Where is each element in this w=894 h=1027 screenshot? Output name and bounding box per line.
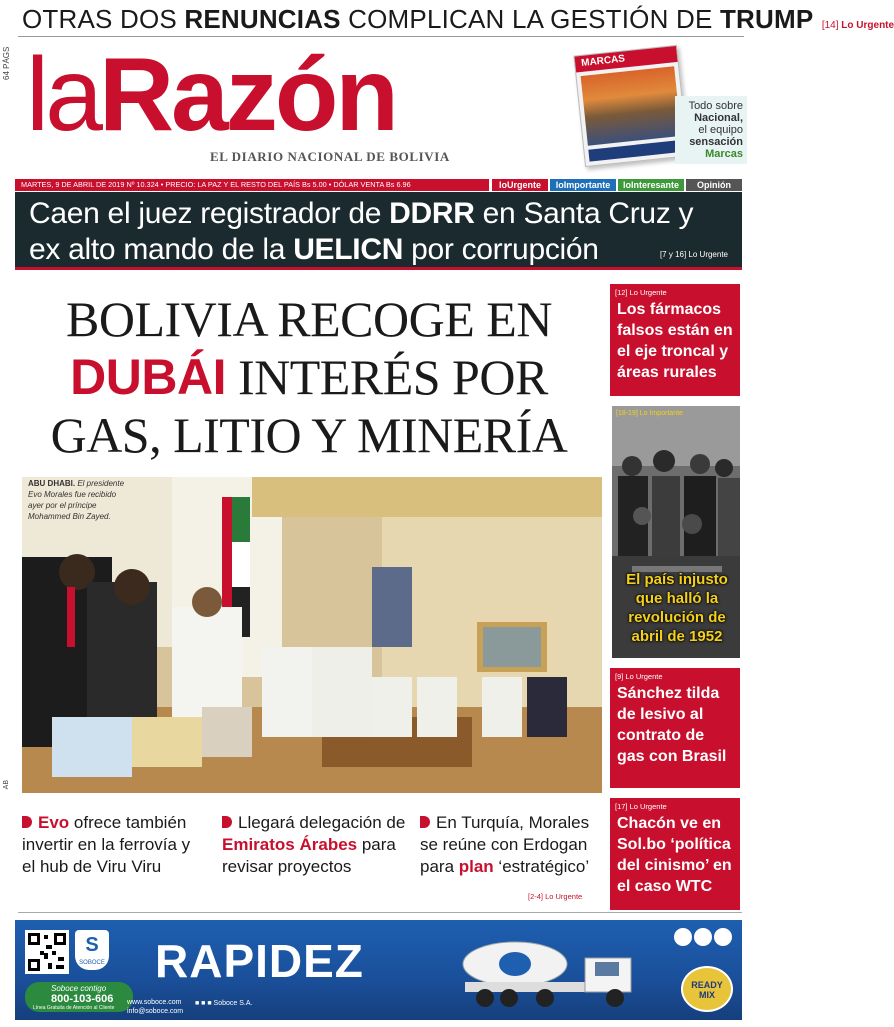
magazine-photo	[581, 66, 682, 145]
social-name: Soboce S.A.	[213, 1000, 253, 1007]
rail-item-revolucion[interactable]	[612, 406, 740, 658]
photo-caption	[28, 478, 130, 522]
logo-razon: Razón	[98, 37, 396, 153]
logo-la: la	[26, 37, 99, 153]
promo-line-5: Marcas	[705, 148, 743, 160]
masthead-tagline: EL DIARIO NACIONAL DE BOLIVIA	[210, 149, 450, 164]
social-icons	[195, 1000, 252, 1007]
dh-part-d: UELICN	[293, 233, 404, 266]
rail-text: Sánchez tilda de lesivo al contrato de gas con Brasil	[617, 685, 727, 765]
caption-place: ABU DHABI.	[28, 479, 76, 488]
shield-letter: S	[85, 934, 99, 956]
lead-line-2-rest: INTERÉS POR	[226, 349, 548, 405]
dh-part-b: DDRR	[389, 197, 475, 230]
rail-item-farmacos[interactable]	[610, 284, 740, 396]
rail-text: Los fármacos falsos están en el eje troncal y áreas rurales	[617, 301, 733, 381]
subhead-1-red: Evo	[38, 813, 70, 832]
teaser-mid: COMPLICAN LA GESTIÓN DE	[340, 4, 720, 34]
lead-headline[interactable]	[20, 290, 598, 464]
subheads-ref: [2-4] Lo Urgente	[528, 892, 583, 901]
dh-part-a: Caen el juez registrador de	[29, 197, 390, 230]
lead-photo[interactable]	[22, 477, 602, 793]
top-teaser[interactable]	[22, 4, 894, 34]
magazine-cover	[573, 45, 688, 167]
lead-line-2	[20, 348, 598, 406]
soboce-shield-icon	[75, 930, 109, 970]
promo-line-3: el equipo	[698, 124, 743, 136]
soboce-ad[interactable]	[15, 920, 742, 1020]
cert-badge-icon	[674, 928, 692, 946]
contigo-note: Línea Gratuita de Atención al Cliente	[33, 1005, 115, 1011]
subhead-evo[interactable]	[22, 812, 207, 878]
subheads	[22, 812, 602, 902]
rail-tag: [12] Lo Urgente	[615, 288, 667, 297]
ready-mix-logo	[681, 966, 733, 1012]
rail-text: Chacón ve en Sol.bo ‘política del cinismo’ en el caso WTC	[617, 815, 732, 895]
top-teaser-headline	[22, 4, 813, 34]
contigo-number: 800-103-606	[51, 993, 114, 1005]
rail-text: El país injusto que halló la revolución de abril de 1952	[626, 571, 728, 645]
cert-badge-icon	[694, 928, 712, 946]
dateline: MARTES, 9 DE ABRIL DE 2019 Nº 10.324 • PRECIO: LA PAZ Y EL RESTO DEL PAÍS Bs 5.00 • DÓLAR VENTA Bs 6.96	[15, 179, 489, 191]
caption-text: El presidente Evo Morales fue recibido ayer por el príncipe Mohammed Bin Zayed.	[28, 479, 125, 521]
teaser-ref-label: Lo Urgente	[841, 20, 894, 31]
rail-item-sanchez[interactable]	[610, 668, 740, 788]
teaser-ref	[822, 20, 894, 31]
ad-email: info@soboce.com	[127, 1008, 184, 1015]
contigo-phone[interactable]	[25, 982, 133, 1012]
promo-line-1: Todo sobre	[688, 100, 743, 112]
bullet-marker	[420, 816, 430, 828]
ad-website: www.soboce.com	[127, 999, 182, 1006]
bullet-marker	[222, 816, 232, 828]
teaser-prefix: OTRAS DOS	[22, 4, 185, 34]
magazine-title: MARCAS	[575, 46, 678, 73]
mixer-truck-icon	[445, 930, 655, 1014]
teaser-bold-1: RENUNCIAS	[184, 4, 341, 34]
qr-code-icon	[25, 930, 69, 974]
shield-label: SOBOCE	[79, 960, 105, 966]
tab-opinion[interactable]: Opinión	[686, 179, 742, 191]
lead-highlight: DUBÁI	[70, 349, 226, 405]
subhead-3-b: ‘estratégico’	[493, 857, 590, 876]
bullet-marker	[22, 816, 32, 828]
info-bar	[15, 179, 742, 191]
promo-line-4: sensación	[689, 136, 743, 148]
lead-line-3: GAS, LITIO Y MINERÍA	[50, 407, 568, 463]
subhead-2-red: Emiratos Árabes	[222, 835, 358, 854]
tab-lo-urgente[interactable]: loUrgente	[492, 179, 548, 191]
lead-line-1: BOLIVIA RECOGE EN	[66, 291, 552, 347]
social-glyphs-icon: ■ ■ ■	[195, 1000, 212, 1007]
secondary-headline-text	[29, 196, 729, 268]
subhead-turquia[interactable]	[420, 812, 602, 878]
rail-tag: [17] Lo Urgente	[615, 802, 667, 811]
subhead-1-text: ofrece también invertir en la ferrovía y el hub de Viru Viru	[22, 813, 191, 876]
promo-line-2: Nacional,	[694, 112, 743, 124]
page-count: 64 PÁGS	[2, 46, 11, 80]
rail-tag: [18-19] Lo Importante	[616, 410, 683, 417]
lead-photo-illustration	[22, 477, 602, 793]
subhead-3-red: plan	[458, 857, 494, 876]
secondary-headline[interactable]	[15, 192, 742, 270]
divider	[18, 912, 742, 913]
cert-badges	[673, 928, 737, 951]
contigo-label: Soboce contigo	[51, 984, 107, 993]
tab-lo-interesante[interactable]: loInteresante	[618, 179, 684, 191]
teaser-bold-2: TRUMP	[719, 4, 814, 34]
subhead-2-b: para revisar proyectos	[222, 835, 396, 876]
dh-part-c: en Santa Cruz y ex alto mando de la	[29, 197, 694, 266]
dh-part-e: por corrupción	[403, 233, 599, 266]
ready-mix-text: READY MIX	[691, 980, 723, 1000]
rail-item-chacon[interactable]	[610, 798, 740, 910]
cert-badge-icon	[714, 928, 732, 946]
ad-web[interactable]	[127, 998, 183, 1016]
ad-slogan: RAPIDEZ	[155, 935, 364, 987]
teaser-ref-num: [14]	[821, 20, 839, 31]
marcas-promo[interactable]	[575, 44, 745, 172]
tab-lo-importante[interactable]: loImportante	[550, 179, 616, 191]
subhead-2-a: Llegará delegación de	[238, 813, 406, 832]
masthead-logo[interactable]	[26, 37, 396, 153]
rail-tag: [9] Lo Urgente	[615, 672, 663, 681]
subhead-emiratos[interactable]	[222, 812, 412, 878]
side-mark: AB	[3, 780, 10, 790]
secondary-headline-ref: [7 y 16] Lo Urgente	[659, 250, 728, 259]
subhead-3-a: En Turquía, Morales se reúne con Erdogan para	[420, 813, 590, 876]
promo-text	[675, 96, 747, 164]
